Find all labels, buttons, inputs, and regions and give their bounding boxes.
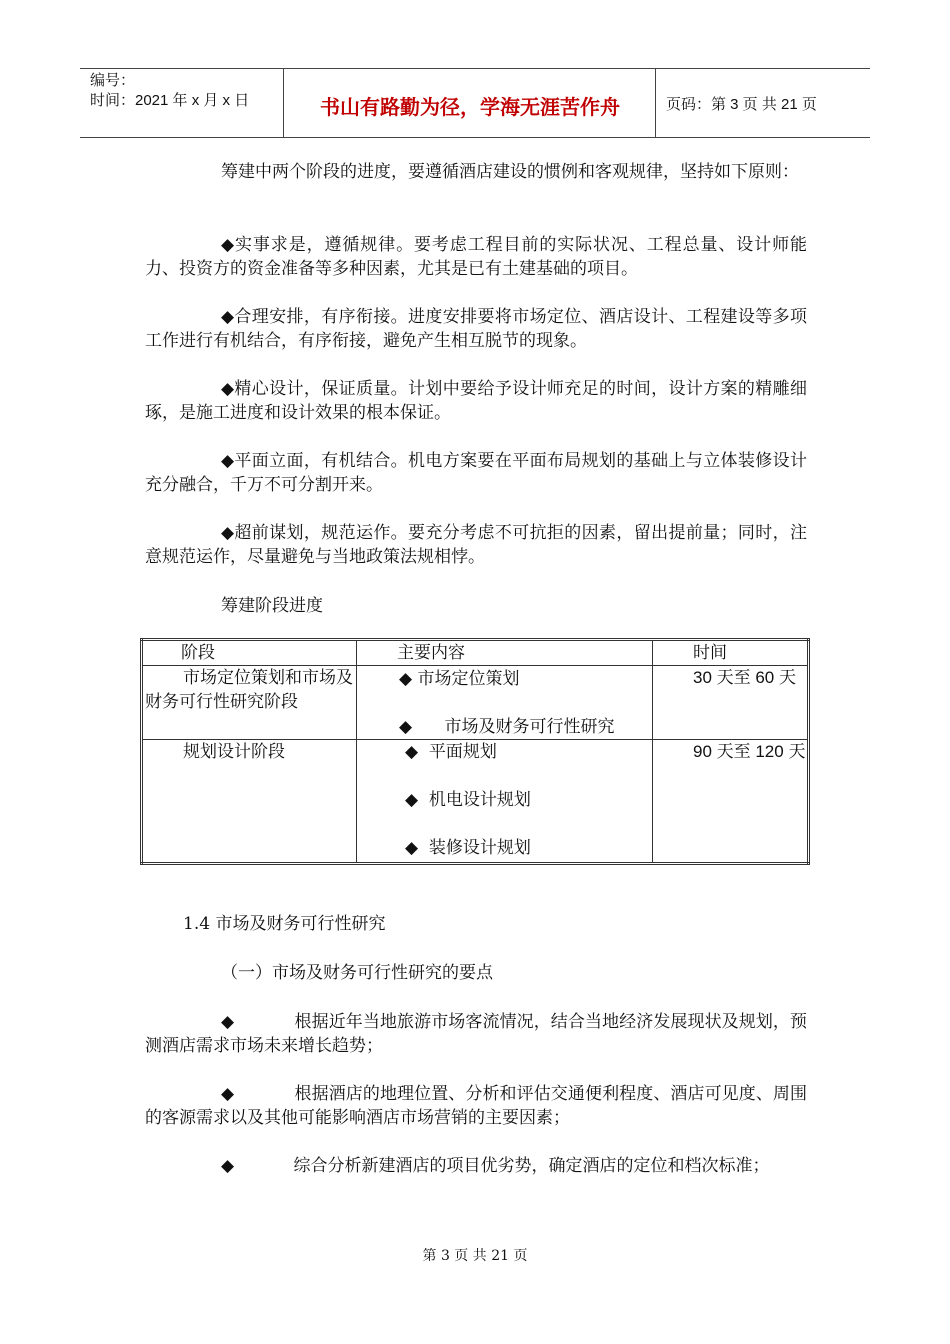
table-cell-stage [142,666,357,740]
header-motto: 书山有路勤为径，学海无涯苦作舟 [320,95,620,119]
schedule-table [140,638,810,865]
content-item: ◆ 机电设计规划 [405,790,531,810]
paragraph-principle-2: ◆合理安排，有序衔接。进度安排要将市场定位、酒店设计、工程建设等多项工作进行有机结合，有序衔接，避免产生相互脱节的现象。 [145,307,807,351]
section-heading: 1.4 市场及财务可行性研究 [183,914,386,934]
table-header-cell: 主要内容 [357,640,653,666]
page-footer: 第 3 页 共 21 页 [422,1248,528,1264]
bullet-market-trend: ◆ 根据近年当地旅游市场客流情况，结合当地经济发展现状及规划，预测酒店需求市场未来增长趋势； [145,1012,807,1056]
header-meta [90,71,249,111]
table-cell-content [357,740,653,864]
paragraph-principle-4: ◆平面立面，有机结合。机电方案要在平面布局规划的基础上与立体装修设计充分融合，千万不可分割开来。 [145,451,807,495]
header-divider [283,69,284,137]
table-header-cell: 时间 [653,640,809,666]
bullet-positioning: ◆ 综合分析新建酒店的项目优劣势，确定酒店的定位和档次标准； [221,1156,770,1176]
content-item: ◆ 装修设计规划 [405,838,531,858]
content-item: ◆ 市场定位策划 [399,669,520,689]
document-number-label: 编号： [90,72,136,89]
paragraph-principle-1: ◆实事求是，遵循规律。要考虑工程目前的实际状况、工程总量、设计师能力、投资方的资金准备等多种因素，尤其是已有土建基础的项目。 [145,235,807,279]
table-title: 筹建阶段进度 [221,596,323,616]
header-page-number: 页码：第 3 页 共 21 页 [666,96,817,113]
stage-text: 市场定位策划和市场及财务可行性研究阶段 [145,668,353,712]
bullet-location-analysis: ◆ 根据酒店的地理位置、分析和评估交通便利程度、酒店可见度、周围的客源需求以及其他可能影响酒店市场营销的主要因素； [145,1084,807,1128]
content-item: ◆ 市场及财务可行性研究 [399,717,615,737]
paragraph-principle-3: ◆精心设计，保证质量。计划中要给予设计师充足的时间，设计方案的精雕细琢，是施工进度和设计效果的根本保证。 [145,379,807,423]
page-header [80,68,870,138]
header-divider [655,69,656,137]
section-subheading: （一）市场及财务可行性研究的要点 [221,963,493,983]
content-item: ◆ 平面规划 [405,742,497,762]
table-cell-content [357,666,653,740]
table-cell-time: 30 天至 60 天 [653,666,809,740]
table-row [142,666,809,740]
table-header-cell: 阶段 [142,640,357,666]
table-header-row [142,640,809,666]
table-cell-stage: 规划设计阶段 [142,740,357,864]
table-cell-time: 90 天至 120 天 [653,740,809,864]
paragraph-principles-intro: 筹建中两个阶段的进度，要遵循酒店建设的惯例和客观规律，坚持如下原则： [221,162,799,182]
table-row [142,740,809,864]
paragraph-principle-5: ◆超前谋划，规范运作。要充分考虑不可抗拒的因素，留出提前量；同时，注意规范运作，尽量避免与当地政策法规相悖。 [145,523,807,567]
document-date: 时间：2021 年 x 月 x 日 [90,92,250,109]
